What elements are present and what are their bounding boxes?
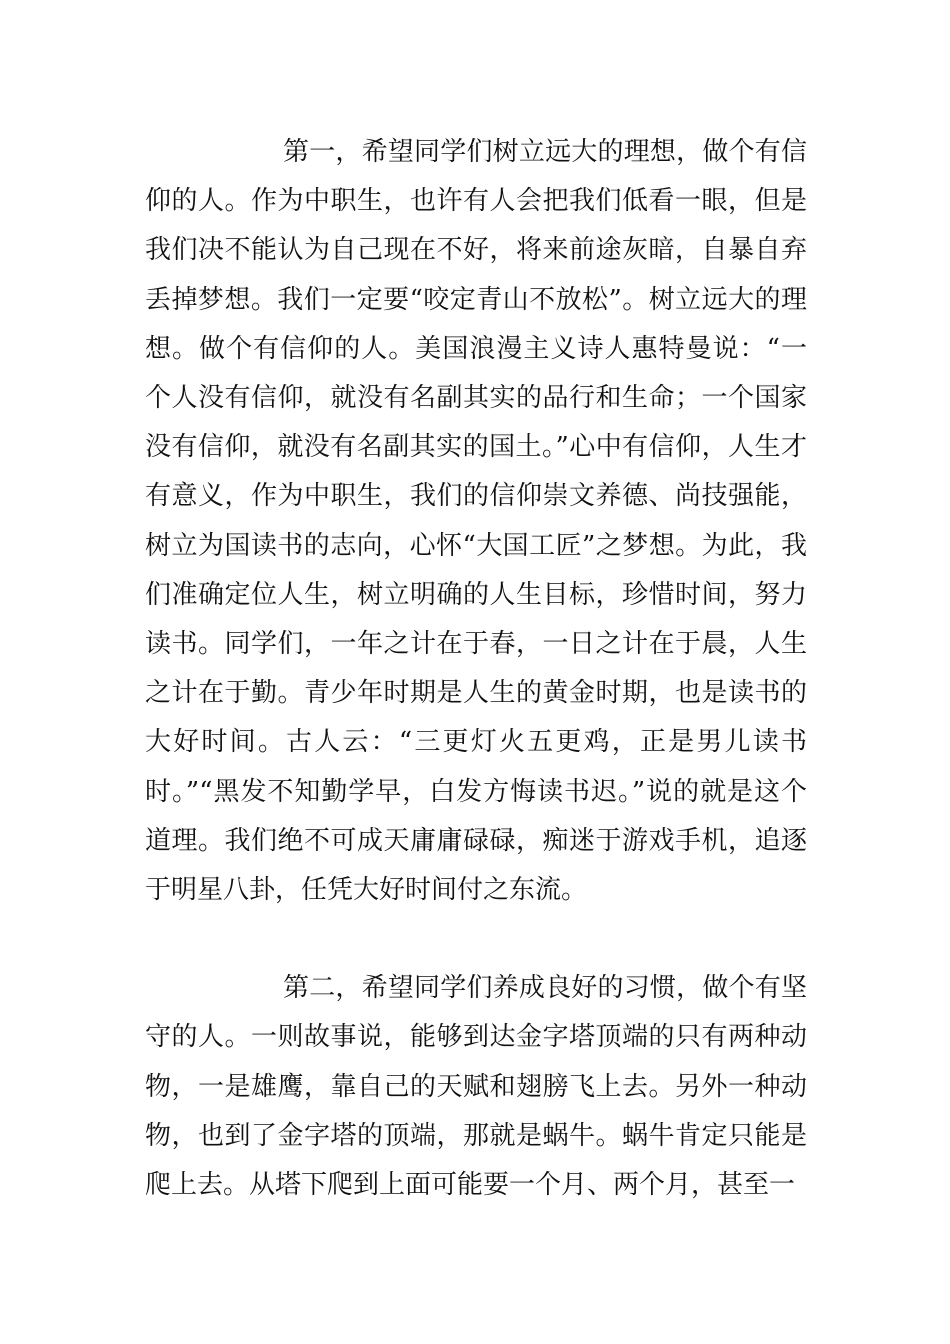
document-page bbox=[145, 128, 807, 1210]
paragraph-second-hope: 第二，希望同学们养成良好的习惯，做个有坚守的人。一则故事说，能够到达金字塔顶端的只有两种动物，一是雄鹰，靠自己的天赋和翅膀飞上去。另外一种动物，也到了金字塔的顶端，那就是蜗牛。蜗牛肯定只能是爬上去。从塔下爬到上面可能要一个月、两个月，甚至一 bbox=[145, 973, 807, 1201]
paragraph-first-hope: 第一，希望同学们树立远大的理想，做个有信仰的人。作为中职生，也许有人会把我们低看一眼，但是我们决不能认为自己现在不好，将来前途灰暗，自暴自弃丢掉梦想。我们一定要“咬定青山不放松”。树立远大的理想。做个有信仰的人。美国浪漫主义诗人惠特曼说：“一个人没有信仰，就没有名副其实的品行和生命；一个国家没有信仰，就没有名副其实的国土。”心中有信仰，人生才有意义，作为中职生，我们的信仰崇文养德、尚技强能，树立为国读书的志向，心怀“大国工匠”之梦想。为此，我们准确定位人生，树立明确的人生目标，珍惜时间，努力读书。同学们，一年之计在于春，一日之计在于晨，人生之计在于勤。青少年时期是人生的黄金时期，也是读书的大好时间。古人云：“三更灯火五更鸡，正是男儿读书时。”“黑发不知勤学早，白发方悔读书迟。”说的就是这个道理。我们绝不可成天庸庸碌碌，痴迷于游戏手机，追逐于明星八卦，任凭大好时间付之东流。 bbox=[145, 137, 807, 906]
